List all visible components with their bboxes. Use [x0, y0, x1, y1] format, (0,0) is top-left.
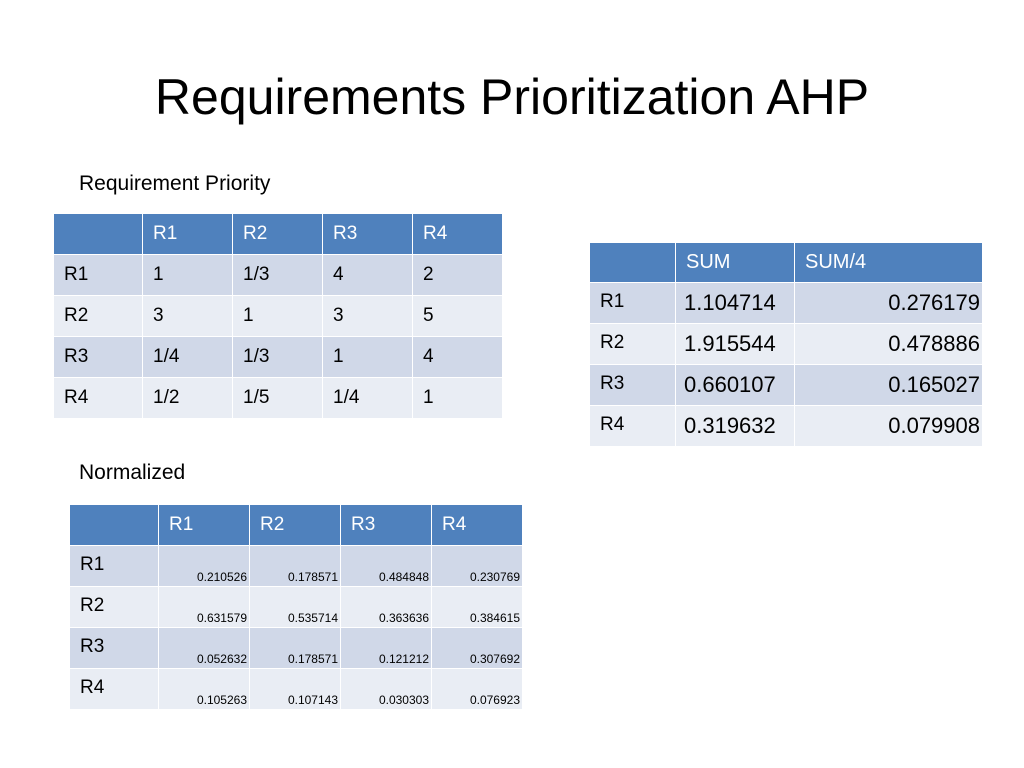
table-cell: 3: [323, 296, 413, 337]
header-cell: SUM/4: [795, 243, 983, 283]
table-row: [70, 587, 523, 628]
normalized-cell: 0.631579: [159, 587, 250, 628]
header-cell: R4: [413, 214, 503, 255]
table-cell: 1/3: [233, 337, 323, 378]
header-cell: R4: [432, 505, 523, 546]
sum-quarter-cell: 0.478886: [795, 324, 983, 365]
priority-caption: Requirement Priority: [79, 172, 271, 195]
header-cell: R3: [323, 214, 413, 255]
sum-cell: 0.660107: [676, 365, 795, 406]
table-row: [54, 255, 503, 296]
normalized-cell: 0.107143: [250, 669, 341, 710]
normalized-table: [69, 504, 523, 710]
table-cell: 1: [323, 337, 413, 378]
header-cell: [590, 243, 676, 283]
table-cell: 1/5: [233, 378, 323, 419]
table-cell: 1/3: [233, 255, 323, 296]
row-label: R2: [54, 296, 143, 337]
table-row: [590, 365, 983, 406]
normalized-cell: 0.363636: [341, 587, 432, 628]
table-cell: 4: [413, 337, 503, 378]
normalized-cell: 0.178571: [250, 546, 341, 587]
table-cell: 1/2: [143, 378, 233, 419]
table-row: [54, 296, 503, 337]
normalized-cell: 0.230769: [432, 546, 523, 587]
normalized-cell: 0.105263: [159, 669, 250, 710]
header-cell: R2: [250, 505, 341, 546]
normalized-cell: 0.484848: [341, 546, 432, 587]
table-cell: 2: [413, 255, 503, 296]
table-row: [70, 546, 523, 587]
table-cell: 1: [233, 296, 323, 337]
sum-quarter-cell: 0.079908: [795, 406, 983, 447]
row-label: R4: [54, 378, 143, 419]
table-row: [590, 406, 983, 447]
normalized-cell: 0.307692: [432, 628, 523, 669]
table-header-row: [70, 505, 523, 546]
row-label: R4: [70, 669, 159, 710]
normalized-cell: 0.210526: [159, 546, 250, 587]
normalized-caption: Normalized: [79, 461, 186, 484]
sum-table: [589, 242, 983, 447]
table-row: [70, 628, 523, 669]
row-label: R3: [54, 337, 143, 378]
normalized-cell: 0.030303: [341, 669, 432, 710]
row-label: R3: [590, 365, 676, 406]
priority-table: [53, 213, 503, 419]
normalized-cell: 0.052632: [159, 628, 250, 669]
table-cell: 1/4: [143, 337, 233, 378]
row-label: R3: [70, 628, 159, 669]
sum-cell: 0.319632: [676, 406, 795, 447]
sum-quarter-cell: 0.276179: [795, 283, 983, 324]
row-label: R2: [70, 587, 159, 628]
normalized-cell: 0.121212: [341, 628, 432, 669]
table-row: [590, 283, 983, 324]
normalized-cell: 0.535714: [250, 587, 341, 628]
sum-cell: 1.915544: [676, 324, 795, 365]
table-cell: 1/4: [323, 378, 413, 419]
normalized-cell: 0.178571: [250, 628, 341, 669]
header-cell: R2: [233, 214, 323, 255]
header-cell: R3: [341, 505, 432, 546]
header-cell: R1: [159, 505, 250, 546]
header-cell: [70, 505, 159, 546]
table-row: [54, 378, 503, 419]
row-label: R1: [590, 283, 676, 324]
table-cell: 3: [143, 296, 233, 337]
table-cell: 5: [413, 296, 503, 337]
table-header-row: [590, 243, 983, 283]
table-cell: 4: [323, 255, 413, 296]
table-header-row: [54, 214, 503, 255]
row-label: R4: [590, 406, 676, 447]
normalized-cell: 0.384615: [432, 587, 523, 628]
header-cell: SUM: [676, 243, 795, 283]
table-row: [70, 669, 523, 710]
slide-title: Requirements Prioritization AHP: [154, 69, 870, 125]
table-cell: 1: [413, 378, 503, 419]
header-cell: R1: [143, 214, 233, 255]
sum-cell: 1.104714: [676, 283, 795, 324]
row-label: R2: [590, 324, 676, 365]
normalized-cell: 0.076923: [432, 669, 523, 710]
table-cell: 1: [143, 255, 233, 296]
row-label: R1: [54, 255, 143, 296]
table-row: [54, 337, 503, 378]
table-row: [590, 324, 983, 365]
header-cell: [54, 214, 143, 255]
sum-quarter-cell: 0.165027: [795, 365, 983, 406]
row-label: R1: [70, 546, 159, 587]
